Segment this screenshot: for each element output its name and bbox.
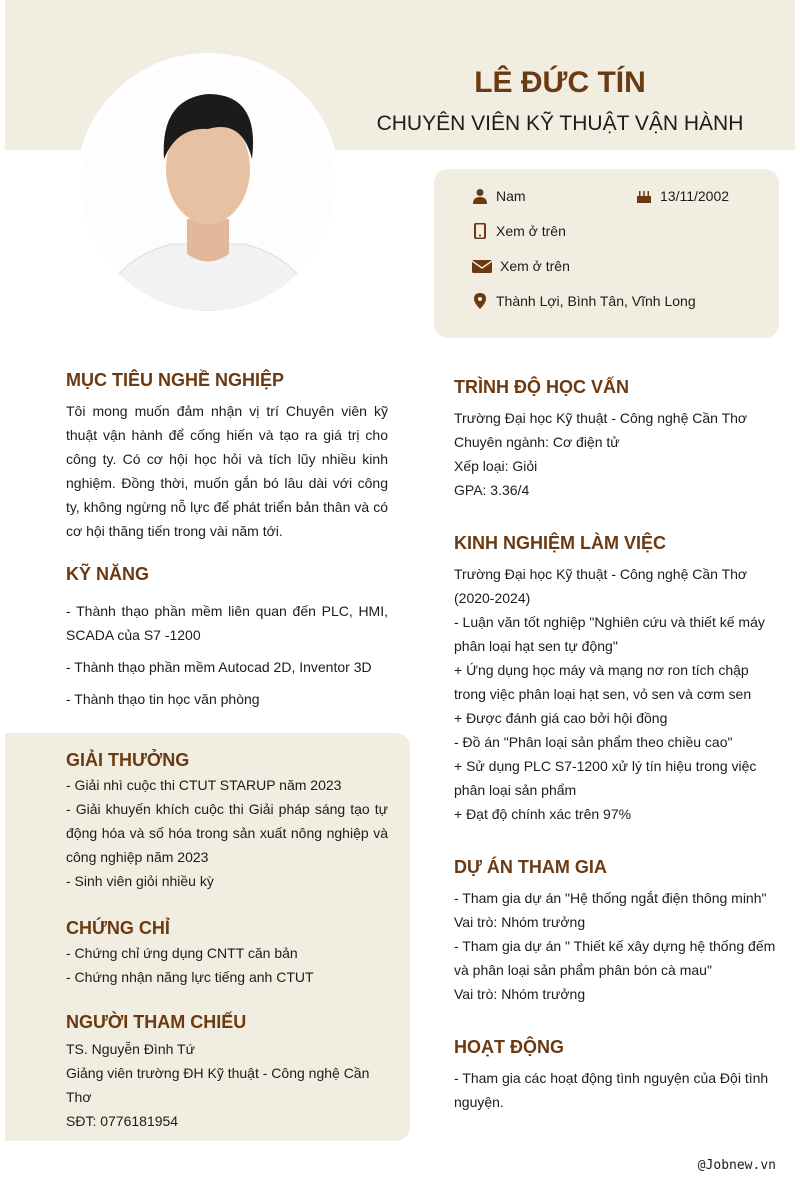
section-title: HOẠT ĐỘNG (454, 1037, 564, 1057)
section-title: GIẢI THƯỞNG (66, 750, 190, 770)
avatar (76, 53, 340, 317)
birthday-cake-icon (636, 188, 652, 204)
list-item: Giảng viên trường ĐH Kỹ thuật - Công nghệ Cần Thơ (66, 1065, 370, 1105)
list-item: Xếp loại: Giỏi (454, 458, 538, 474)
list-item: - Tham gia các hoạt động tình nguyện của Đội tình nguyện. (454, 1070, 769, 1110)
job-title: CHUYÊN VIÊN KỸ THUẬT VẬN HÀNH (376, 112, 744, 135)
user-icon (472, 188, 488, 204)
list-item: TS. Nguyễn Đình Tứ (66, 1041, 195, 1057)
objective-section (66, 370, 388, 543)
section-title: TRÌNH ĐỘ HỌC VẤN (454, 377, 629, 397)
activities-section (454, 1037, 784, 1114)
list-item: (2020-2024) (454, 590, 531, 606)
section-title: MỤC TIÊU NGHỀ NGHIỆP (66, 370, 285, 390)
list-item: + Ứng dụng học máy và mạng nơ ron tích chập trong việc phân loại hạt sen, vỏ sen và cơm sen (454, 662, 752, 702)
list-item: - Luận văn tốt nghiệp "Nghiên cứu và thiết kế máy phân loại hạt sen tự động" (454, 614, 765, 654)
education-section (454, 377, 784, 502)
section-title: CHỨNG CHỈ (66, 918, 170, 938)
list-item: Chuyên ngành: Cơ điện tử (454, 434, 620, 450)
list-item: - Thành thạo tin học văn phòng (66, 691, 260, 707)
list-item: + Được đánh giá cao bởi hội đồng (454, 710, 668, 726)
list-item: + Sử dụng PLC S7-1200 xử lý tín hiệu trong việc phân loại sản phẩm (454, 758, 757, 798)
awards-section (66, 750, 388, 893)
section-title: DỰ ÁN THAM GIA (454, 857, 607, 877)
list-item: Vai trò: Nhóm trưởng (454, 986, 586, 1002)
list-item: - Giải nhì cuộc thi CTUT STARUP năm 2023 (66, 777, 342, 793)
list-item: - Đồ án "Phân loại sản phẩm theo chiều cao" (454, 734, 733, 750)
references-section (66, 1012, 388, 1133)
list-item: GPA: 3.36/4 (454, 482, 530, 498)
section-title: KỸ NĂNG (66, 564, 150, 584)
list-item: - Tham gia dự án "Hệ thống ngắt điện thông minh" (454, 890, 767, 906)
birthday: 13/11/2002 (660, 188, 730, 204)
projects-section (454, 857, 784, 1006)
address: Thành Lợi, Bình Tân, Vĩnh Long (496, 293, 696, 309)
phone-icon (472, 223, 488, 239)
contact-info-panel (434, 169, 779, 338)
list-item: Trường Đại học Kỹ thuật - Công nghệ Cần Thơ (454, 410, 748, 426)
list-item: + Đạt độ chính xác trên 97% (454, 806, 632, 822)
location-pin-icon (472, 293, 488, 309)
email: Xem ở trên (500, 258, 570, 274)
phone: Xem ở trên (496, 223, 566, 239)
list-item: - Chứng chỉ ứng dụng CNTT căn bản (66, 945, 298, 961)
list-item: - Thành thạo phần mềm Autocad 2D, Inventor 3D (66, 659, 372, 675)
list-item: - Sinh viên giỏi nhiều kỳ (66, 873, 214, 889)
objective-text: Tôi mong muốn đảm nhận vị trí Chuyên viên kỹ thuật vận hành để cống hiến và tạo ra giá trị cho công ty. Có cơ hội học hỏi và tích lũy nhiều kinh nghiệm. Đồng thời, muốn gắn bó lâu dài với công ty, không ngừng nỗ lực để phát triển bản thân và có cơ hội thăng tiến trong vài năm tới. (66, 403, 388, 539)
list-item: - Giải khuyến khích cuộc thi Giải pháp sáng tạo tự động hóa và số hóa trong sản xuất nông nghiệp và công nghiệp năm 2023 (66, 801, 388, 865)
certificates-section (66, 918, 388, 989)
list-item: SĐT: 0776181954 (66, 1113, 179, 1129)
list-item: Trường Đại học Kỹ thuật - Công nghệ Cần Thơ (454, 566, 748, 582)
skills-section (66, 564, 388, 711)
section-title: KINH NGHIỆM LÀM VIỆC (454, 533, 667, 553)
profile-photo (82, 59, 334, 311)
email-icon (472, 258, 492, 274)
list-item: - Thành thạo phần mềm liên quan đến PLC, HMI, SCADA của S7 -1200 (66, 603, 388, 643)
experience-section (454, 533, 784, 826)
section-title: NGƯỜI THAM CHIẾU (66, 1012, 247, 1032)
candidate-name: LÊ ĐỨC TÍN (474, 66, 646, 99)
list-item: - Tham gia dự án " Thiết kế xây dựng hệ thống đếm và phân loại sản phẩm phân bón cà mau" (454, 938, 776, 978)
watermark: @Jobnew.vn (697, 1158, 776, 1173)
gender: Nam (496, 188, 526, 204)
list-item: - Chứng nhận năng lực tiếng anh CTUT (66, 969, 314, 985)
list-item: Vai trò: Nhóm trưởng (454, 914, 586, 930)
